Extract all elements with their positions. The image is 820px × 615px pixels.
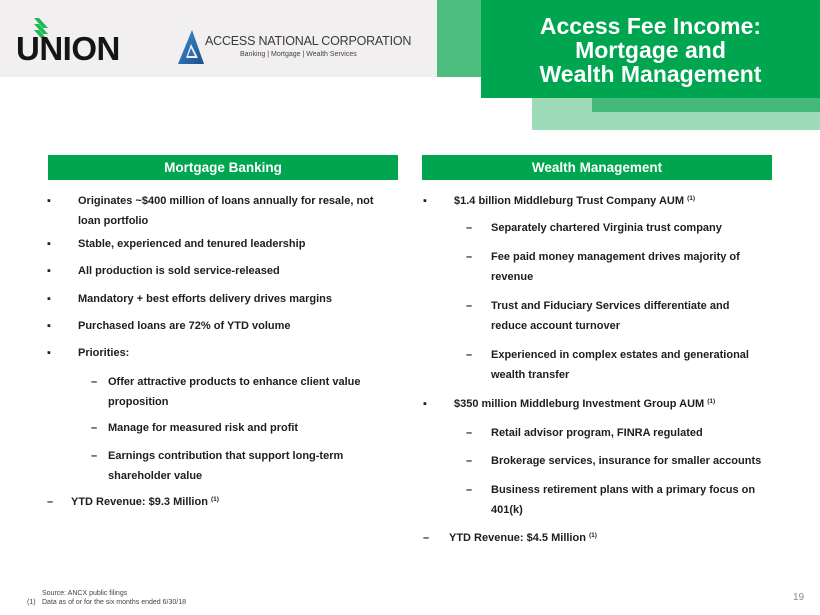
bullet-icon: ▪ [423,398,427,410]
item-text: Stable, experienced and tenured leadership [78,238,306,250]
access-logo-tagline: Banking | Mortgage | Wealth Services [240,51,357,58]
item-text: Offer attractive products to enhance client value [108,376,361,388]
dash-icon: – [91,450,98,462]
footnote-text: Data as of or for the six months ended 6/30/18 [42,599,186,606]
bullet-icon: ▪ [47,265,51,277]
title-line: Access Fee Income: [539,13,762,39]
item-text-cont: 401(k) [491,504,523,516]
item-text: Priorities: [78,347,130,359]
item-text: Manage for measured risk and profit [108,422,299,434]
dash-icon: – [91,376,98,388]
item-text: Trust and Fiduciary Services differentiate and [491,300,730,312]
footnote-ref: (1) [210,496,219,503]
bullet-icon: ▪ [47,195,51,207]
item-text: $1.4 billion Middleburg Trust Company AUM [454,195,688,207]
access-triangle-icon [178,30,204,66]
bullet-icon: ▪ [47,238,51,250]
mortgage-banking-heading: Mortgage Banking [48,155,398,180]
revenue-text: YTD Revenue: $4.5 Million [449,532,589,544]
dash-icon: – [91,422,98,434]
footnote-ref: (1) [687,195,696,202]
item-text: Mandatory + best efforts delivery drives margins [78,293,333,305]
item-text: Earnings contribution that support long-term [108,450,344,462]
dash-icon: – [466,427,473,439]
item-text-cont: shareholder value [108,470,203,482]
item-text-cont: revenue [491,271,534,283]
union-logo [16,20,131,65]
item-text: Purchased loans are 72% of YTD volume [78,320,291,332]
footnote-ref: (1) [707,398,716,405]
bullet-icon: ▪ [47,320,51,332]
item-text-cont: loan portfolio [78,215,149,227]
dash-icon: – [466,484,473,496]
dash-icon: – [466,455,473,467]
item-text: Fee paid money management drives majority of [491,251,740,263]
wealth-management-heading: Wealth Management [422,155,772,180]
access-logo-name: ACCESS NATIONAL CORPORATION [205,34,412,48]
item-text: Business retirement plans with a primary focus on [491,484,756,496]
dash-icon: – [466,251,473,263]
item-text: Experienced in complex estates and generational [491,349,749,361]
footnote-number: (1) [27,599,36,606]
item-text: Brokerage services, insurance for smaller accounts [491,455,762,467]
dash-icon: – [423,532,430,544]
dash-icon: – [47,496,54,508]
dash-icon: – [466,300,473,312]
dash-icon: – [466,349,473,361]
union-logo-text: UNION [16,30,120,67]
title-banner [481,0,820,98]
page-number: 19 [793,592,805,603]
footnote-ref: (1) [588,532,597,539]
bullet-icon: ▪ [423,195,427,207]
page-title [540,14,762,86]
bullet-icon: ▪ [47,293,51,305]
item-text: $350 million Middleburg Investment Group AUM [454,398,708,410]
dash-icon: – [466,222,473,234]
item-text-cont: reduce account turnover [491,320,620,332]
item-text-cont: proposition [108,396,169,408]
item-text: Separately chartered Virginia trust company [491,222,722,234]
title-line: Mortgage and [575,37,726,63]
bullet-icon: ▪ [47,347,51,359]
title-line: Wealth Management [539,61,762,87]
item-text-cont: wealth transfer [491,369,570,381]
source-note: Source: ANCX public filings [42,590,128,597]
decor-mid-green-strip [592,97,820,112]
item-text: Retail advisor program, FINRA regulated [491,427,703,439]
access-national-logo [178,30,412,66]
item-text: Originates ~$400 million of loans annually for resale, not [78,195,374,207]
item-text: All production is sold service-released [78,265,280,277]
revenue-text: YTD Revenue: $9.3 Million [71,496,211,508]
